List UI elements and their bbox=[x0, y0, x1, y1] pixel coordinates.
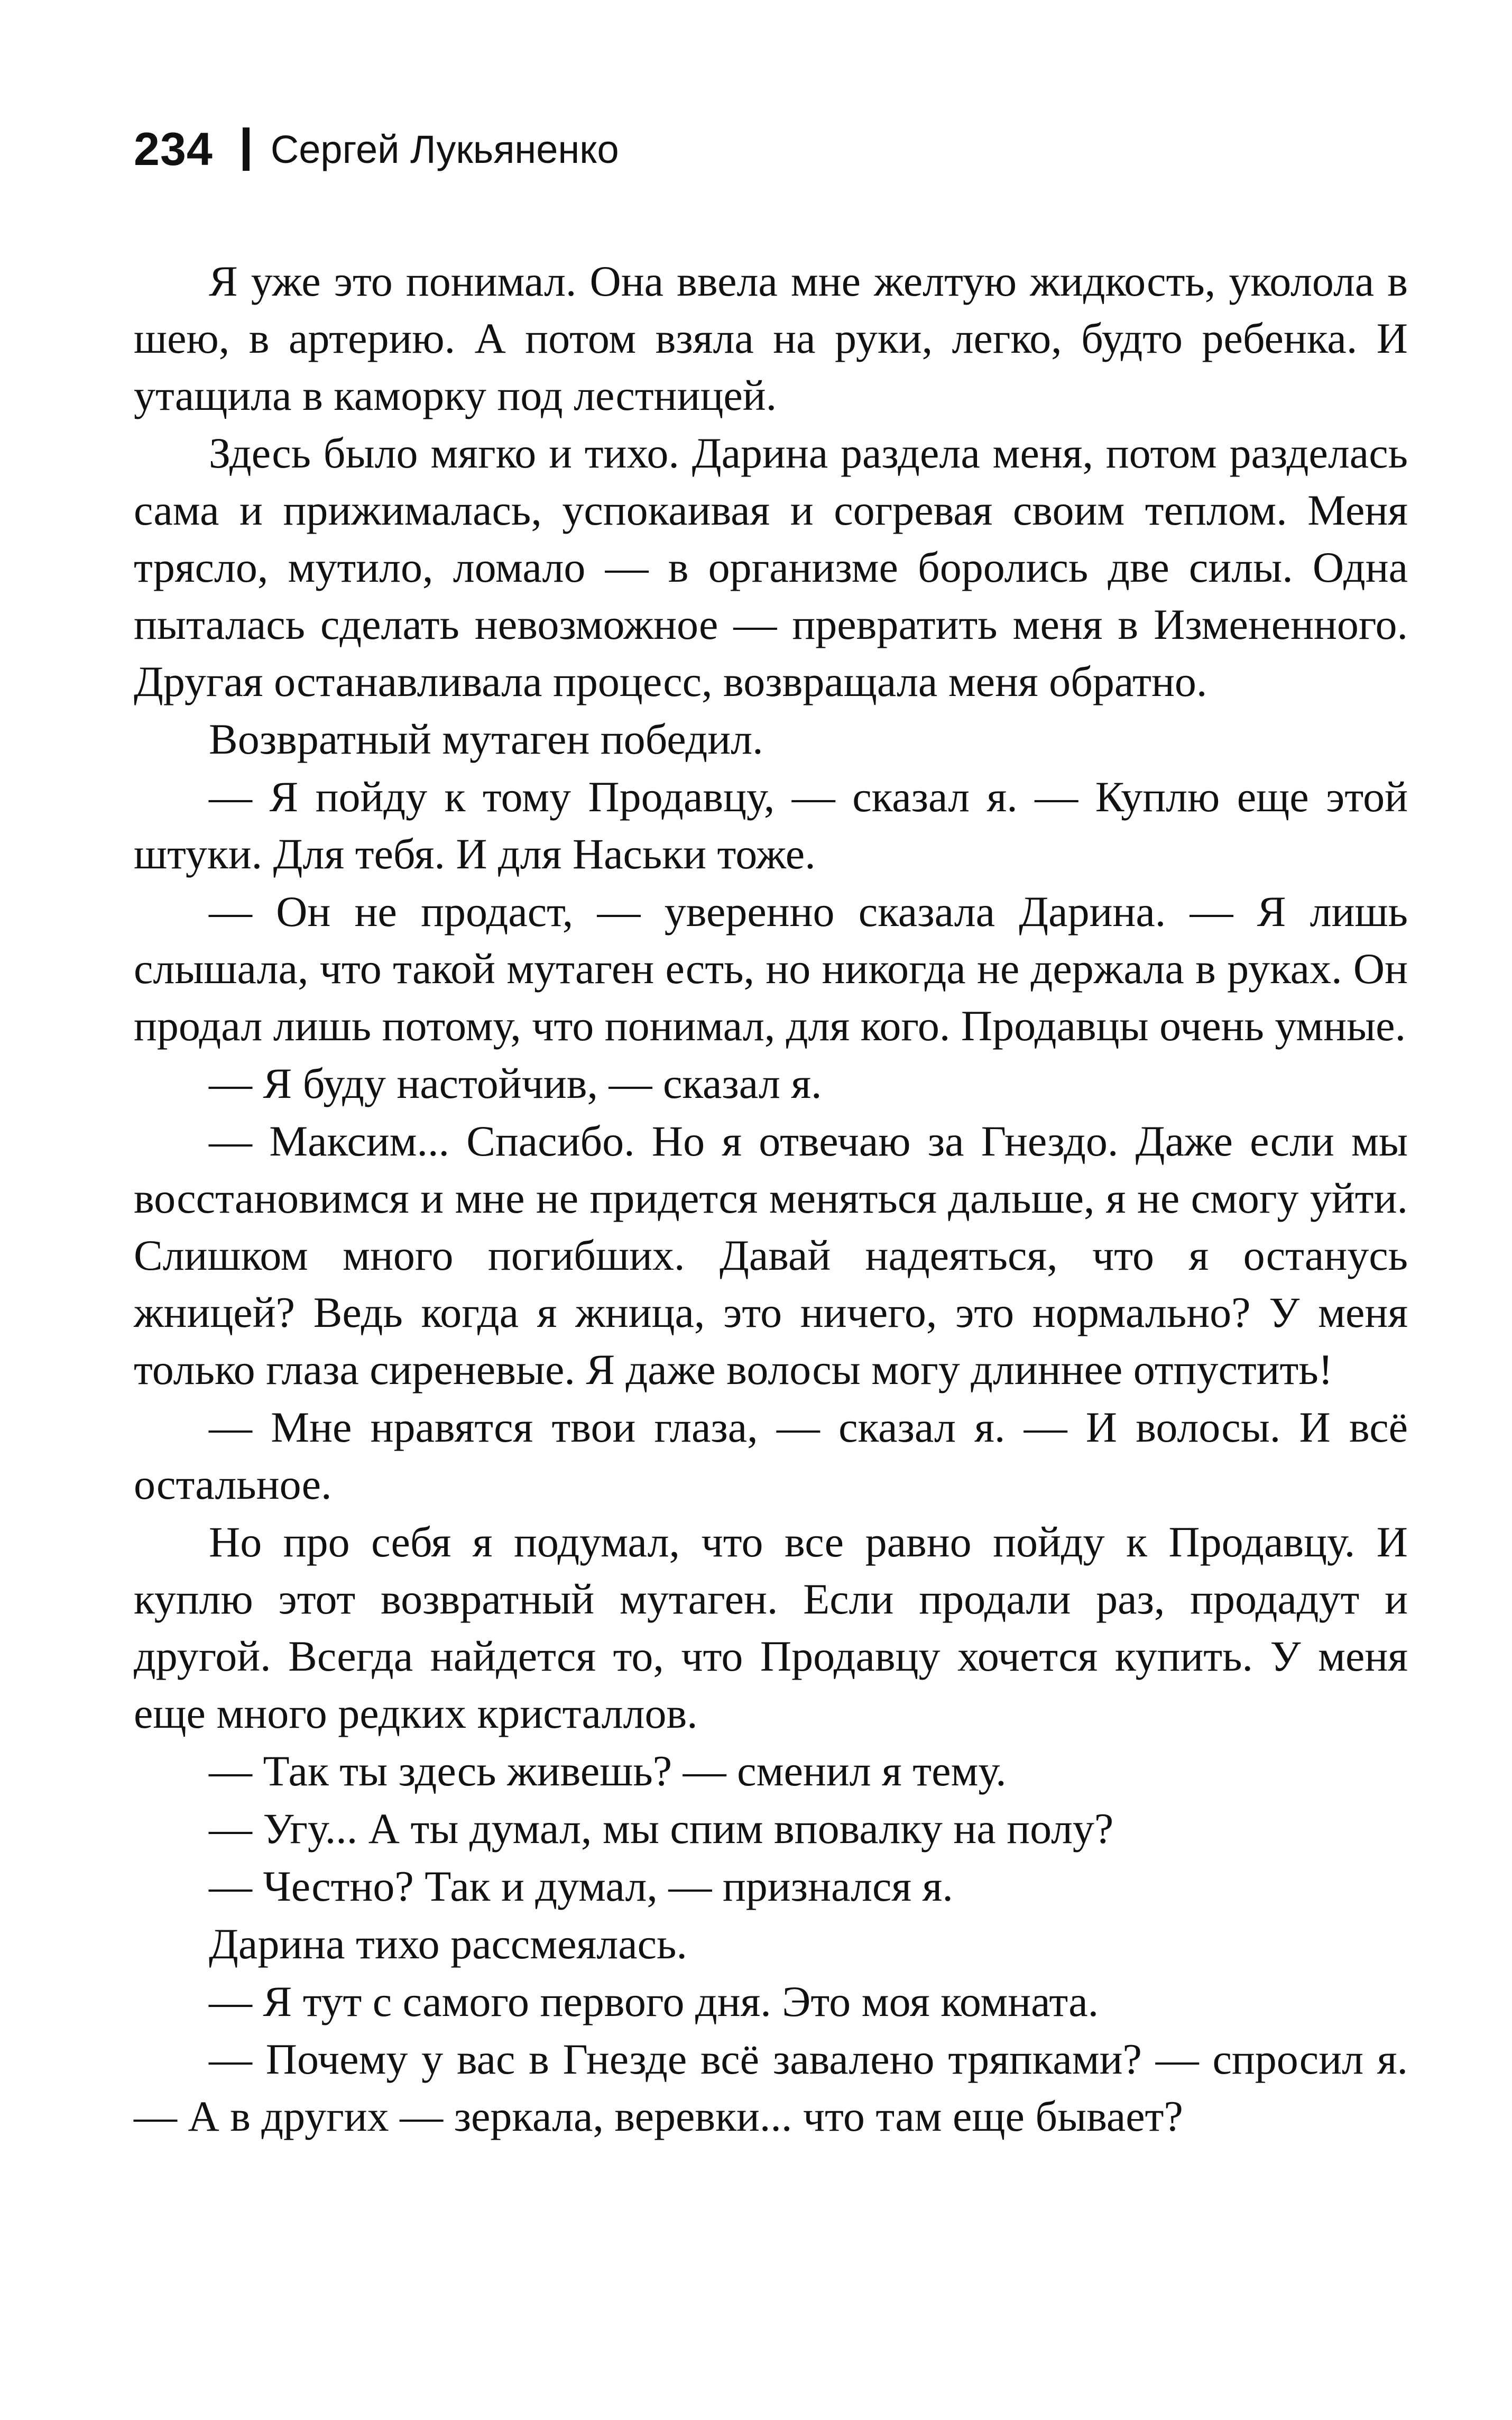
paragraph: Дарина тихо рассмеялась. bbox=[209, 1920, 687, 1968]
dialogue-line: — Мне нравятся твои глаза, — сказал я. — И волосы. И всё остальное. bbox=[134, 1403, 1408, 1508]
dialogue-line: — Так ты здесь живешь? — сменил я тему. bbox=[209, 1747, 1007, 1795]
paragraph: Возвратный мутаген победил. bbox=[209, 715, 763, 763]
dialogue-line: — Угу... А ты думал, мы спим вповалку на полу? bbox=[209, 1804, 1114, 1853]
dialogue-line: — Он не продаст, — уверенно сказала Дарина. — Я лишь слышала, что такой мутаген есть, но никогда не держала в руках. Он продал лишь потому, что понимал, для кого. Продавцы очень умные. bbox=[134, 887, 1408, 1050]
page-number: 234 bbox=[134, 123, 213, 175]
body-text bbox=[134, 253, 1408, 2145]
dialogue-line: — Честно? Так и думал, — признался я. bbox=[209, 1862, 953, 1910]
dialogue-line: — Я тут с самого первого дня. Это моя комната. bbox=[209, 1977, 1099, 2025]
dialogue-line: — Почему у вас в Гнезде всё завалено тряпками? — спросил я. — А в других — зеркала, веревки... что там еще бывает? bbox=[134, 2035, 1408, 2140]
paragraph: Но про себя я подумал, что все равно пойду к Продавцу. И куплю этот возвратный мутаген. Если продали раз, продадут и другой. Всегда найдется то, что Продавцу хочется купить. У меня еще много редких кристаллов. bbox=[134, 1518, 1408, 1737]
paragraph: Я уже это понимал. Она ввела мне желтую жидкость, уколола в шею, в артерию. А потом взяла на руки, легко, будто ребенка. И утащила в каморку под лестницей. bbox=[134, 257, 1408, 419]
dialogue-line: — Я пойду к тому Продавцу, — сказал я. — Куплю еще этой штуки. Для тебя. И для Наськи тоже. bbox=[134, 773, 1408, 878]
running-head bbox=[134, 117, 619, 181]
author-name: Сергей Лукьяненко bbox=[270, 127, 619, 171]
dialogue-line: — Я буду настойчив, — сказал я. bbox=[209, 1059, 822, 1107]
dialogue-line: — Максим... Спасибо. Но я отвечаю за Гнездо. Даже если мы восстановимся и мне не придется меняться дальше, я не смогу уйти. Слишком много погибших. Давай надеяться, что я останусь жницей? Ведь когда я жница, это ничего, это нормально? У меня только глаза сиреневые. Я даже волосы могу длиннее отпустить! bbox=[134, 1117, 1408, 1394]
paragraph: Здесь было мягко и тихо. Дарина раздела меня, потом разделась сама и прижималась, успокаивая и согревая своим теплом. Меня трясло, мутило, ломало — в организме боролись две силы. Одна пыталась сделать невозможное — превратить меня в Измененного. Другая останавливала процесс, возвращала меня обратно. bbox=[134, 429, 1408, 705]
header-divider bbox=[243, 127, 250, 171]
